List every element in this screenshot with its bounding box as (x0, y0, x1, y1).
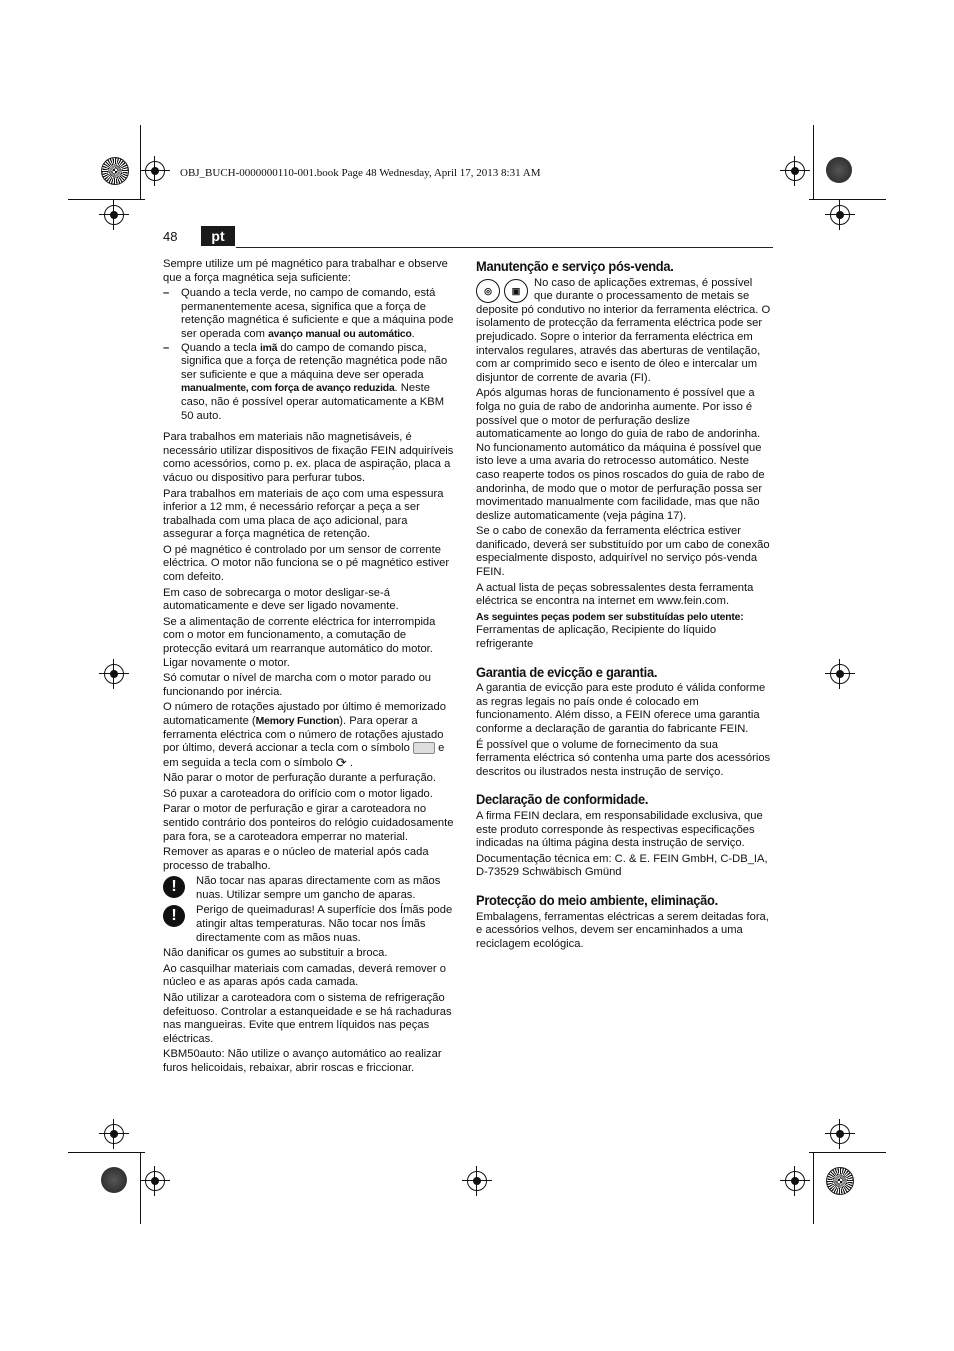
paragraph: A garantia de evicção para este produto é válida conforme as regras legais no país onde é colocado em funcionamento. Além disso, a FEIN oferece uma garantia conforme a declaração de garantia do fabricante FEIN. (476, 682, 766, 735)
warning-burn: ! Perigo de queimaduras! A superfície dos Ímãs pode atingir altas temperaturas. Não tocar nos Ímãs directamente com as mãos nuas. (163, 904, 457, 945)
page-number: 48 (163, 229, 178, 244)
header-rule (236, 247, 773, 248)
memory-key-icon (413, 742, 435, 754)
heading-maintenance: Manutenção e serviço pós-venda. (476, 258, 674, 274)
list-item: – Quando a tecla imã do campo de comando pisca, significa que a força de retenção magnética pode não ser suficiente e que a máquina deve ser operada manualmente, com força de avanço reduzida. Neste caso, não é possível operar automaticamente a KBM 50 auto. (163, 341, 448, 422)
paragraph: A actual lista de peças sobressalentes desta ferramenta eléctrica se encontra na internet em www.fein.com. (476, 581, 754, 608)
replaceable-parts-heading: As seguintes peças podem ser substituídas pelo utente: (476, 611, 744, 623)
paragraph: Documentação técnica em: C. & E. FEIN GmbH, C-DB_IA, D-73529 Schwäbisch Gmünd (476, 852, 768, 879)
heading-conformity: Declaração de conformidade. (476, 791, 649, 808)
maintenance-icons (476, 277, 530, 303)
heading-environment: Protecção do meio ambiente, eliminação. (476, 891, 718, 908)
registration-mark (830, 205, 850, 225)
warning-chips: ! Não tocar nas aparas directamente com as mãos nuas. Utilizar sempre um gancho de aparas. (163, 875, 457, 902)
registration-mark (785, 1171, 805, 1191)
paragraph: Só comutar o nível de marcha com o motor parado ou funcionando por inércia. (163, 672, 432, 698)
paragraph: KBM50auto: Não utilize o avanço automático ao realizar furos helicoidais, rebaixar, abrir roscas e friccionar. (163, 1048, 442, 1074)
paragraph: No caso de aplicações extremas, é possível que durante o processamento de metais se deposite pó condutivo no interior da ferramenta eléctrica. O isolamento de protecção da ferramenta eléctrica pode ser prejudicado. Sopre o interior da ferramenta eléctrica em intervalos regulares, através das aberturas de ventilação, com ar comprimido seco e isento de óleo e intercalar um disjuntor de corrente de avaria (FI). (476, 276, 771, 384)
registration-mark (145, 1171, 165, 1191)
registration-mark (104, 1124, 124, 1144)
paragraph: Parar o motor de perfuração e girar a caroteadora no sentido contrário dos ponteiros do relógio cuidadosamente para fora, se a caroteadora emperrar no material. (163, 803, 454, 843)
warning-icon: ! (163, 876, 185, 898)
registration-mark (145, 161, 165, 181)
paragraph: Embalagens, ferramentas eléctricas a serem deitadas fora, e acessórios velhos, devem ser encaminhados a uma reciclagem ecológica. (476, 910, 769, 950)
memory-function-paragraph: O número de rotações ajustado por último é memorizado automaticamente (Memory Function). Para operar a ferramenta eléctrica com o número de rotações ajustado por último, deverá accionar a tecla com o símbolo e em seguida a tecla com o símbolo ⟳ . (163, 701, 446, 770)
paragraph: Para trabalhos em materiais não magnetisáveis, é necessário utilizar dispositivos de fixação FEIN adquiríveis como acessórios, como p. ex. placa de aspiração, placa a vácuo ou dispositivo para perfurar tubos. (163, 431, 454, 484)
paragraph: Não danificar os gumes ao substituir a broca. (163, 947, 388, 960)
registration-mark (785, 161, 805, 181)
paragraph: Ao casquilhar materiais com camadas, deverá remover o núcleo e as aparas após cada camada. (163, 962, 446, 989)
book-info-line: OBJ_BUCH-0000000110-001.book Page 48 Wednesday, April 17, 2013 8:31 AM (180, 167, 541, 179)
compressed-air-icon: ▣ (504, 279, 528, 303)
color-dot-mark (826, 157, 852, 183)
heading-warranty: Garantia de evicção e garantia. (476, 663, 658, 680)
paragraph: Só puxar a caroteadora do orifício com o motor ligado. (163, 787, 433, 800)
paragraph: Se a alimentação de corrente eléctrica for interrompida com o motor em funcionamento, a comutação de protecção evitará um rearranque automático do motor. Ligar novamente o motor. (163, 615, 436, 669)
warning-icon: ! (163, 905, 185, 927)
registration-mark (104, 205, 124, 225)
color-wheel-mark (826, 1167, 854, 1195)
magnet-intro: Sempre utilize um pé magnético para trabalhar e observe que a força magnética seja suficiente: (163, 258, 448, 284)
paragraph: É possível que o volume de fornecimento da sua ferramenta eléctrica só contenha uma parte dos acessórios descritos ou ilustrados nesta instrução de serviço. (476, 738, 771, 778)
color-dot-mark (101, 1167, 127, 1193)
color-wheel-mark (101, 157, 129, 185)
registration-mark (830, 1124, 850, 1144)
registration-mark (467, 1171, 487, 1191)
registration-mark (830, 664, 850, 684)
paragraph: Após algumas horas de funcionamento é possível que a folga no guia de rabo de andorinha aumente. Por isso é possível que o motor de perfuração deslize automaticamente ao longo do guia de rabo de andorinha. No funcionamento automático da máquina é possível que isto leve a uma avaria do retrocesso automático. Neste caso reaperte todos os pinos roscados do guia de rabo de andorinha, de modo que o motor de perfuração possa ser movimentado manualmente com facilidade, mas que não deslize automaticamente (veja página 17). (476, 387, 765, 522)
paragraph: Não parar o motor de perfuração durante a perfuração. (163, 772, 437, 785)
language-tag: pt (201, 226, 235, 246)
paragraph: Para trabalhos em materiais de aço com uma espessura inferior a 12 mm, é necessário reforçar a peça a ser trabalhada com uma placa de aço adicional, para assegurar a força magnética de retenção. (163, 487, 444, 541)
paragraph: O pé magnético é controlado por um sensor de corrente eléctrica. O motor não funciona se o pé magnético estiver com defeito. (163, 543, 450, 584)
rotation-symbol-icon: ⟳ (335, 754, 347, 770)
right-column (476, 260, 772, 953)
read-manual-icon: ◎ (476, 279, 500, 303)
list-item: – Quando a tecla verde, no campo de comando, está permanentemente acesa, significa que a força de retenção magnética é suficiente e que a máquina pode ser operada com avanço manual ou automático. (163, 287, 454, 340)
paragraph: Se o cabo de conexão da ferramenta eléctrica estiver danificado, deverá ser substituído por um cabo de conexão especialmente disposto, adquirível no serviço pós-venda FEIN. (476, 525, 770, 579)
paragraph: Não utilizar a caroteadora com o sistema de refrigeração defeituoso. Controlar a estanqueidade e se há rachaduras nas mangueiras. Evite que entrem líquidos nas peças eléctricas. (163, 992, 452, 1045)
paragraph: A firma FEIN declara, em responsabilidade exclusiva, que este produto corresponde às respectivas especificações indicadas na última página desta instrução de serviço. (476, 809, 763, 850)
left-column (163, 258, 457, 1078)
paragraph: Remover as aparas e o núcleo de material após cada processo de trabalho. (163, 846, 429, 872)
paragraph: Ferramentas de aplicação, Recipiente do líquido refrigerante (476, 624, 717, 651)
paragraph: Em caso de sobrecarga o motor desligar-se-á automaticamente e deve ser ligado novamente. (163, 586, 399, 613)
registration-mark (104, 664, 124, 684)
